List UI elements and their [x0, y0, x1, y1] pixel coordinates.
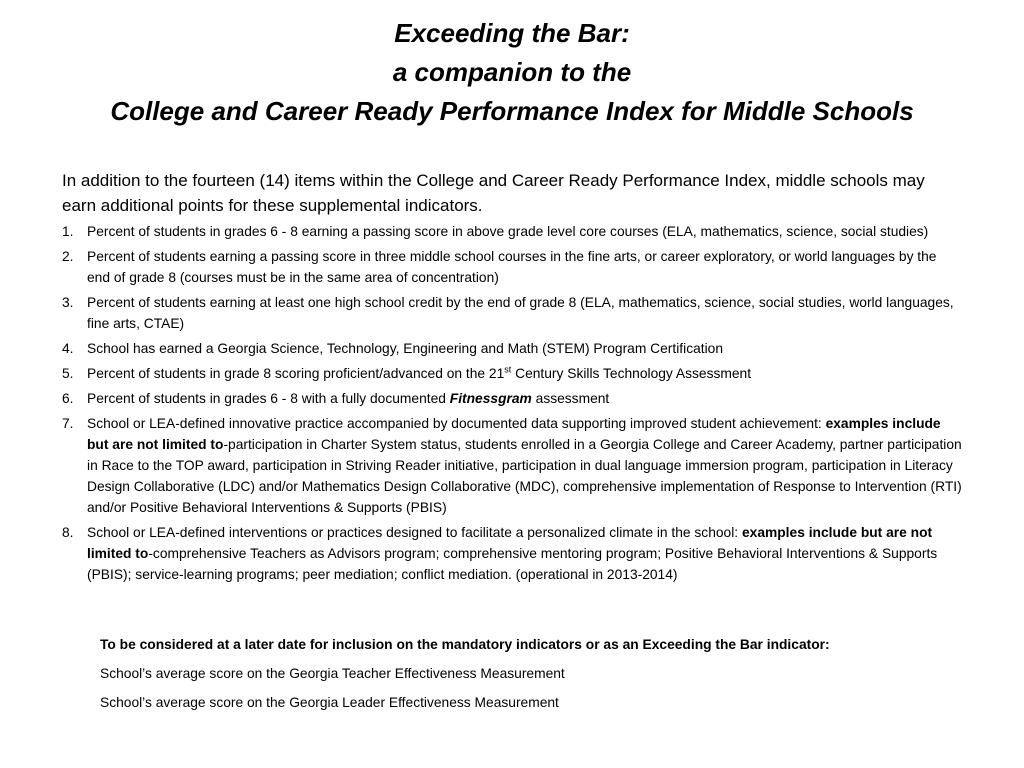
item-text	[87, 525, 937, 582]
item-text-post: -comprehensive Teachers as Advisors program; comprehensive mentoring program; Positive Behavioral Interventions & Supports (PBIS); service-learning programs; peer mediation; conflict mediation. (operational in 2013-2014)	[87, 546, 938, 582]
item-number: 4.	[62, 341, 74, 356]
later-consideration-section	[100, 634, 960, 721]
item-number: 6.	[62, 391, 74, 406]
list-item	[62, 338, 962, 359]
later-line-leader: School’s average score on the Georgia Leader Effectiveness Measurement	[100, 695, 559, 710]
item-text-pre: School or LEA-defined innovative practice accompanied by documented data supporting improved student achievement:	[87, 416, 826, 431]
item-number: 7.	[62, 416, 74, 431]
item-text-pre: School or LEA-defined interventions or practices designed to facilitate a personalized climate in the school:	[87, 525, 742, 540]
list-item	[62, 388, 962, 409]
item-text-pre: Percent of students in grade 8 scoring proficient/advanced on the 21	[87, 366, 505, 381]
list-item	[62, 246, 962, 288]
later-heading: To be considered at a later date for inclusion on the mandatory indicators or as an Exceeding the Bar indicator:	[100, 637, 830, 652]
list-item	[62, 413, 962, 518]
item-number: 1.	[62, 224, 74, 239]
item-number: 3.	[62, 295, 74, 310]
ordinal-suffix: st	[504, 364, 512, 375]
item-number: 5.	[62, 366, 74, 381]
item-text: Percent of students earning at least one high school credit by the end of grade 8 (ELA, mathematics, science, social studies, world languages, fine arts, CTAE)	[87, 295, 954, 331]
item-text-post: Century Skills Technology Assessment	[511, 366, 752, 381]
examples-emphasis: examples include but are not limited to	[87, 525, 933, 561]
title-line-2: a companion to the	[392, 57, 632, 87]
item-number: 8.	[62, 525, 74, 540]
item-number: 2.	[62, 249, 74, 264]
item-text: School has earned a Georgia Science, Technology, Engineering and Math (STEM) Program Certification	[87, 341, 724, 356]
intro-paragraph: In addition to the fourteen (14) items within the College and Career Ready Performance Index, middle schools may earn additional points for these supplemental indicators.	[62, 171, 925, 215]
title-line-3: College and Career Ready Performance Index for Middle Schools	[110, 96, 914, 126]
later-line-teacher: School’s average score on the Georgia Teacher Effectiveness Measurement	[100, 666, 565, 681]
fitnessgram-term: Fitnessgram	[449, 391, 532, 406]
item-text: Percent of students in grades 6 - 8 earning a passing score in above grade level core courses (ELA, mathematics, science, social studies)	[87, 224, 929, 239]
title-line-1: Exceeding the Bar:	[394, 18, 630, 48]
slide-title	[40, 14, 984, 131]
item-text-pre: Percent of students in grades 6 - 8 with a fully documented	[87, 391, 450, 406]
item-text	[87, 391, 609, 406]
list-item	[62, 363, 962, 384]
list-item	[62, 292, 962, 334]
item-text-post: -participation in Charter System status, students enrolled in a Georgia College and Career Academy, partner participation in Race to the TOP award, participation in Striving Reader initiative, participation in dual language immersion program, participation in Literacy Design Collaborative (LDC) and/or Mathematics Design Collaborative (MDC), comprehensive implementation of Response to Intervention (RTI) and/or Positive Behavioral Interventions & Supports (PBIS)	[87, 437, 962, 515]
item-text	[87, 416, 962, 515]
indicator-list	[62, 221, 962, 589]
list-item	[62, 221, 962, 242]
item-text-post: assessment	[531, 391, 610, 406]
item-text: Percent of students earning a passing score in three middle school courses in the fine arts, or career exploratory, or world languages by the end of grade 8 (courses must be in the same area of concentration)	[87, 249, 937, 285]
item-text	[87, 366, 751, 381]
list-item	[62, 522, 962, 585]
examples-emphasis: examples include but are not limited to	[87, 416, 941, 452]
